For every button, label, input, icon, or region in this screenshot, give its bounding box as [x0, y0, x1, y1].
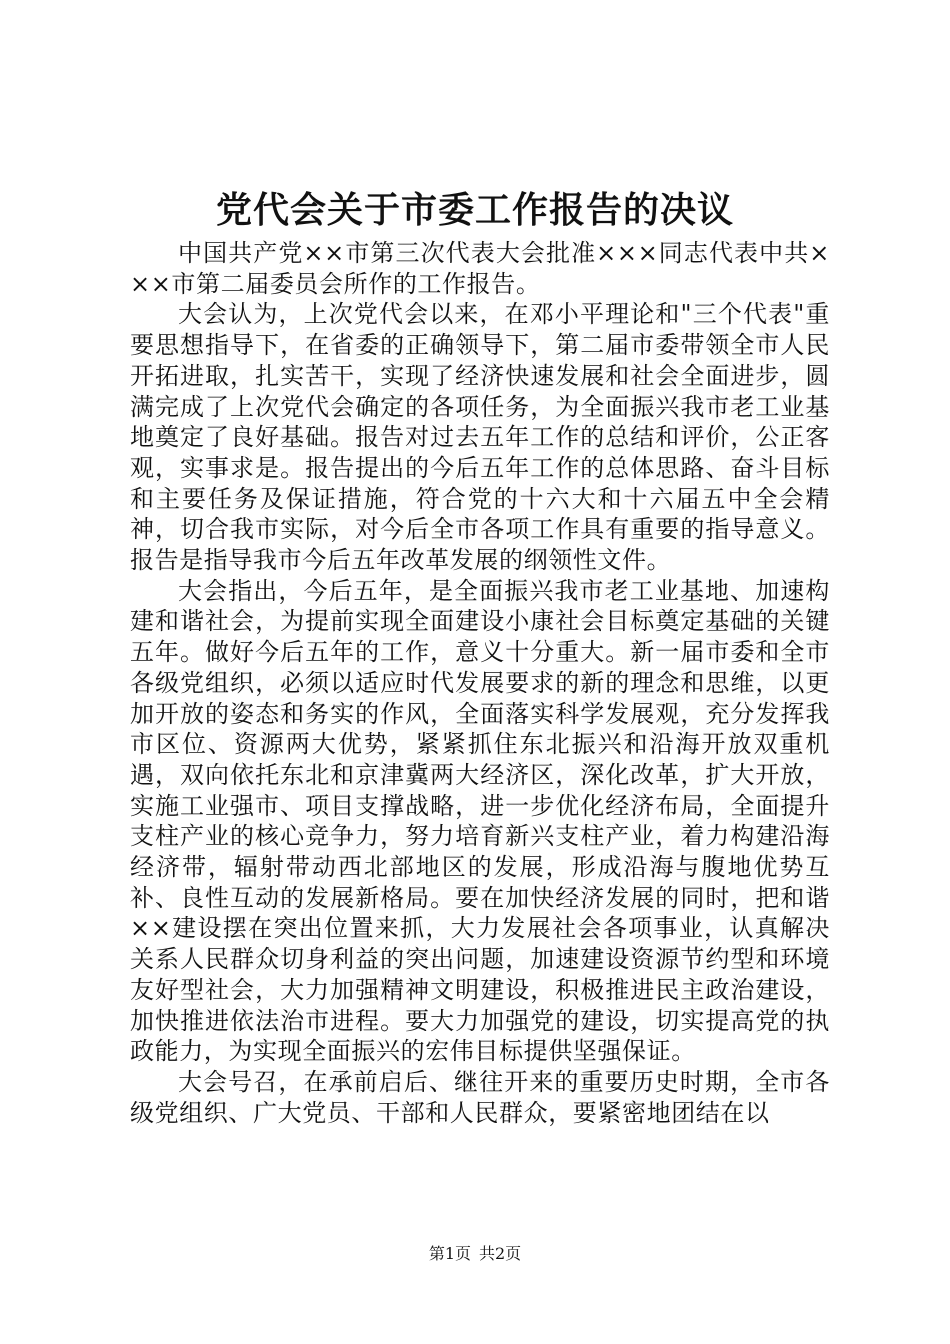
document-body [130, 238, 830, 1128]
document-title: 党代会关于市委工作报告的决议 [215, 189, 734, 231]
paragraph-call: 大会号召，在承前启后、继往开来的重要历史时期，全市各级党组织、广大党员、干部和人民群众，要紧密地团结在以 [130, 1067, 830, 1127]
page-total: 共2页 [479, 1244, 522, 1263]
paragraph-outlook: 大会指出，今后五年，是全面振兴我市老工业基地、加速构建和谐社会，为提前实现全面建设小康社会目标奠定基础的关键五年。做好今后五年的工作，意义十分重大。新一届市委和全市各级党组织，必须以适应时代发展要求的新的理念和思维，以更加开放的姿态和务实的作风，全面落实科学发展观，充分发挥我市区位、资源两大优势，紧紧抓住东北振兴和沿海开放双重机遇，双向依托东北和京津冀两大经济区，深化改革，扩大开放，实施工业强市、项目支撑战略，进一步优化经济布局，全面提升支柱产业的核心竞争力，努力培育新兴支柱产业，着力构建沿海经济带，辐射带动西北部地区的发展，形成沿海与腹地优势互补、良性互动的发展新格局。要在加快经济发展的同时，把和谐××建设摆在突出位置来抓，大力发展社会各项事业，认真解决关系人民群众切身利益的突出问题，加速建设资源节约型和环境友好型社会，大力加强精神文明建设，积极推进民主政治建设，加快推进依法治市进程。要大力加强党的建设，切实提高党的执政能力，为实现全面振兴的宏伟目标提供坚强保证。 [130, 576, 830, 1066]
page-footer [0, 1244, 950, 1264]
page-number: 第1页 [428, 1244, 471, 1263]
paragraph-approval: 中国共产党××市第三次代表大会批准×××同志代表中共×××市第二届委员会所作的工作报告。 [130, 239, 830, 298]
paragraph-assessment: 大会认为，上次党代会以来，在邓小平理论和"三个代表"重要思想指导下，在省委的正确领导下，第二届市委带领全市人民开拓进取，扎实苦干，实现了经济快速发展和社会全面进步，圆满完成了上次党代会确定的各项任务，为全面振兴我市老工业基地奠定了良好基础。报告对过去五年工作的总结和评价，公正客观，实事求是。报告提出的今后五年工作的总体思路、奋斗目标和主要任务及保证措施，符合党的十六大和十六届五中全会精神，切合我市实际，对今后全市各项工作具有重要的指导意义。报告是指导我市今后五年改革发展的纲领性文件。 [130, 300, 830, 575]
